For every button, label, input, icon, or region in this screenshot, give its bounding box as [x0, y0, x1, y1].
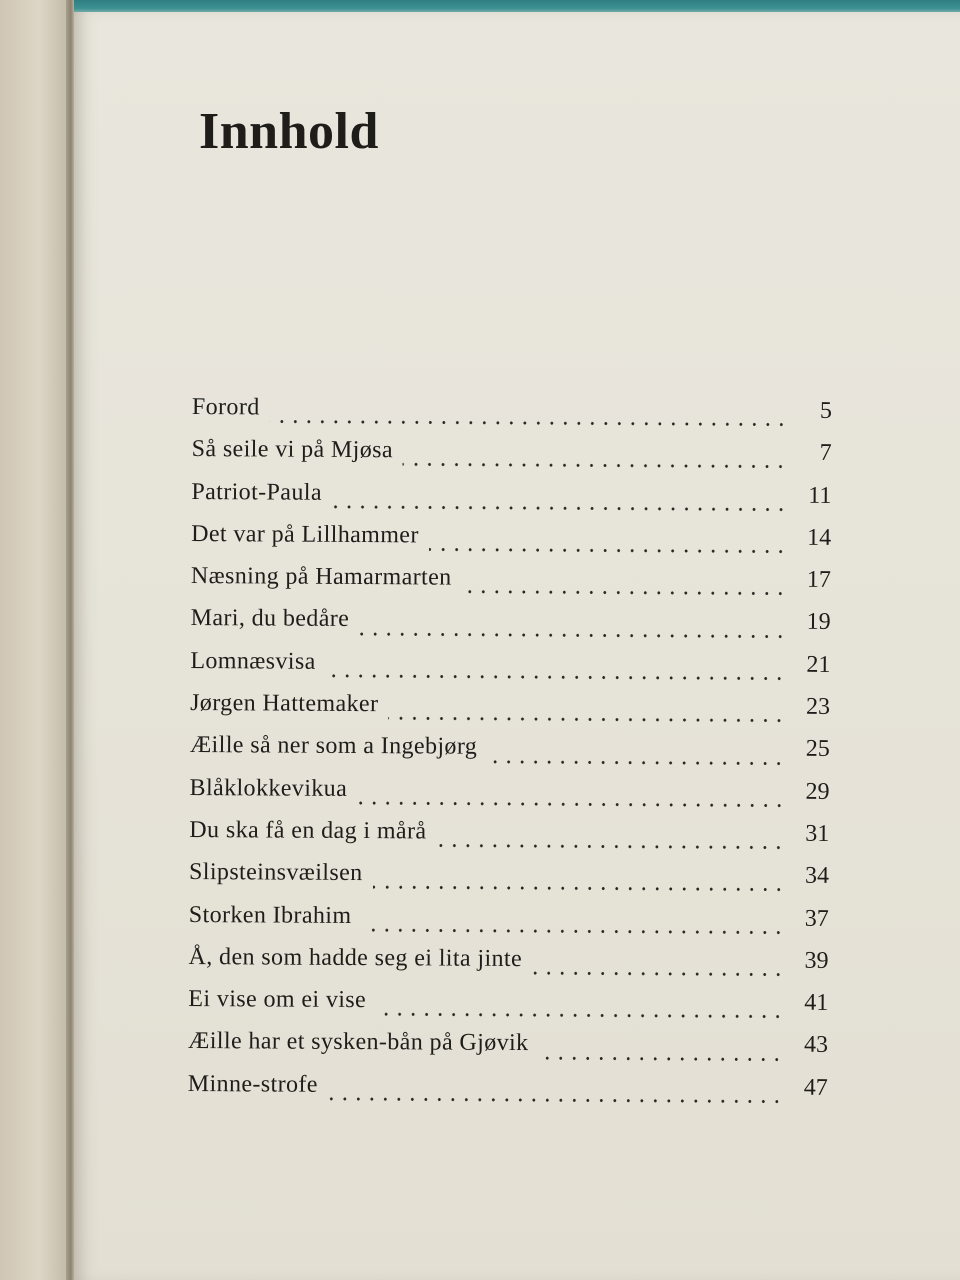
toc-entry — [191, 436, 831, 482]
toc-entry — [190, 690, 830, 736]
toc-entry-title: Æille så ner som a Ingebjørg — [189, 732, 478, 761]
toc-entry-page-number: 23 — [806, 693, 831, 720]
dot-leader — [376, 1012, 784, 1018]
toc-entry — [189, 817, 829, 863]
toc-entry-page-number: 43 — [803, 1032, 829, 1059]
dot-leader — [403, 463, 788, 469]
toc-entry — [190, 605, 830, 651]
toc-entry — [189, 859, 829, 905]
table-of-contents — [188, 394, 832, 1117]
toc-entry-page-number: 5 — [819, 397, 832, 424]
toc-entry-page-number: 7 — [819, 440, 832, 467]
toc-entry-title: Forord — [191, 394, 260, 421]
toc-entry-title: Lomnæsvisa — [190, 647, 316, 675]
toc-entry-page-number: 11 — [808, 482, 832, 509]
toc-entry-title: Storken Ibrahim — [188, 901, 352, 929]
dot-leader — [487, 759, 786, 765]
toc-entry-page-number: 29 — [805, 778, 830, 805]
toc-entry — [191, 521, 831, 567]
dot-leader — [328, 1097, 784, 1104]
toc-entry-title: Jørgen Hattemaker — [190, 690, 379, 718]
toc-entry-title: Å, den som hadde seg ei lita jinte — [188, 943, 523, 972]
dot-leader — [372, 886, 785, 893]
toc-entry — [190, 648, 830, 694]
toc-entry — [188, 1028, 828, 1074]
toc-entry-title: Slipsteinsvæilsen — [188, 859, 363, 887]
page-title: Innhold — [199, 103, 379, 160]
dot-leader — [538, 1056, 784, 1061]
toc-entry-page-number: 39 — [804, 947, 829, 974]
dot-leader — [436, 844, 785, 850]
book-cover-left — [0, 0, 72, 1280]
dot-leader — [532, 971, 784, 977]
dot-leader — [462, 590, 787, 596]
toc-entry — [190, 732, 830, 778]
dot-leader — [326, 674, 787, 681]
toc-entry-title: Æille har et sysken-bån på Gjøvik — [187, 1028, 529, 1057]
toc-entry-page-number: 34 — [804, 863, 830, 890]
toc-entry-page-number: 25 — [805, 736, 830, 763]
toc-entry-page-number: 41 — [804, 989, 829, 1017]
toc-entry — [188, 1071, 828, 1117]
toc-entry-page-number: 14 — [807, 524, 832, 551]
toc-entry-title: Mari, du bedåre — [190, 605, 350, 633]
toc-entry-title: Så seile vi på Mjøsa — [191, 436, 394, 464]
toc-entry-title: Patriot-Paula — [191, 478, 322, 506]
book-page — [74, 12, 960, 1280]
toc-entry — [189, 775, 829, 821]
toc-entry-title: Du ska få en dag i mårå — [189, 816, 427, 845]
toc-entry — [191, 479, 831, 525]
toc-entry-page-number: 21 — [806, 651, 831, 678]
toc-entry — [188, 986, 828, 1032]
toc-entry-title: Blåklokkevikua — [189, 774, 348, 802]
toc-entry-page-number: 47 — [803, 1074, 828, 1101]
dot-leader — [357, 801, 785, 808]
toc-entry-title: Ei vise om ei vise — [188, 986, 367, 1014]
dot-leader — [270, 420, 788, 427]
dot-leader — [429, 547, 787, 553]
toc-entry — [191, 563, 831, 609]
dot-leader — [361, 928, 784, 935]
dot-leader — [388, 716, 786, 722]
toc-entry-page-number: 31 — [805, 820, 830, 847]
toc-entry-page-number: 37 — [804, 905, 829, 932]
toc-entry-page-number: 17 — [806, 566, 831, 594]
toc-entry — [188, 944, 828, 990]
toc-entry-title: Det var på Lillhammer — [191, 520, 419, 549]
toc-entry — [189, 902, 829, 948]
toc-entry-title: Næsning på Hamarmarten — [190, 563, 452, 591]
dot-leader — [359, 632, 786, 639]
dot-leader — [332, 505, 788, 512]
book-spine-edge — [66, 0, 74, 1280]
toc-entry-title: Minne-strofe — [187, 1070, 318, 1098]
toc-entry-page-number: 19 — [806, 609, 831, 636]
toc-entry — [192, 394, 832, 440]
